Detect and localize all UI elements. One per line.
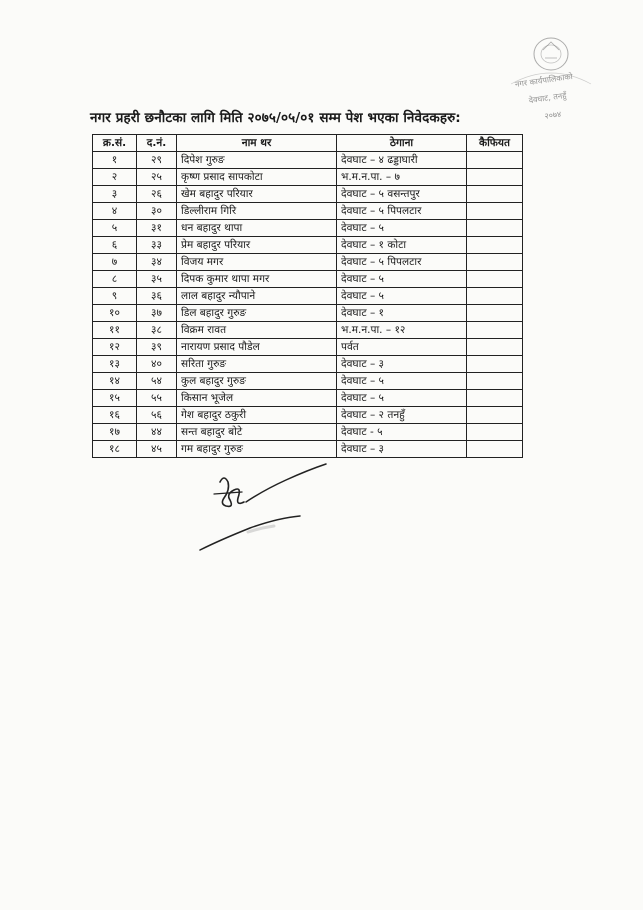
page-title: नगर प्रहरी छनौटका लागि मिति २०७५/०५/०१ सम्म पेश भएका निवेदकहरु:	[90, 110, 461, 126]
table-row	[93, 441, 523, 458]
cell-serial-number: १	[93, 152, 137, 169]
office-stamp	[505, 32, 597, 132]
cell-serial-number: १०	[93, 305, 137, 322]
cell-remarks	[467, 220, 523, 237]
cell-registration-number: ४५	[137, 441, 177, 458]
cell-remarks	[467, 322, 523, 339]
signature	[190, 460, 340, 560]
cell-serial-number: १३	[93, 356, 137, 373]
cell-serial-number: १२	[93, 339, 137, 356]
cell-name: कुल बहादुर गुरुङ	[177, 373, 337, 390]
cell-address: देवघाट – २ तनहुँ	[337, 407, 467, 424]
cell-address: देवघाट – १	[337, 305, 467, 322]
header-remarks: कैफियत	[467, 135, 523, 152]
cell-serial-number: १७	[93, 424, 137, 441]
table-body	[93, 152, 523, 458]
cell-address: देवघाट – ३	[337, 441, 467, 458]
cell-serial-number: ८	[93, 271, 137, 288]
cell-address: देवघाट – ५ पिपलटार	[337, 254, 467, 271]
cell-registration-number: ५६	[137, 407, 177, 424]
cell-address: देवघाट – ४ ढड्डाघारी	[337, 152, 467, 169]
cell-registration-number: २९	[137, 152, 177, 169]
cell-name: गेश बहादुर ठकुरी	[177, 407, 337, 424]
cell-remarks	[467, 339, 523, 356]
cell-serial-number: ३	[93, 186, 137, 203]
table-row	[93, 220, 523, 237]
cell-remarks	[467, 271, 523, 288]
cell-name: नारायण प्रसाद पौडेल	[177, 339, 337, 356]
table-row	[93, 271, 523, 288]
cell-registration-number: ३८	[137, 322, 177, 339]
cell-remarks	[467, 152, 523, 169]
cell-remarks	[467, 288, 523, 305]
table-row	[93, 339, 523, 356]
signature-graphic	[190, 460, 340, 560]
header-serial-number: क्र.सं.	[93, 135, 137, 152]
header-name: नाम थर	[177, 135, 337, 152]
cell-address: देवघाट – ५	[337, 288, 467, 305]
table-row	[93, 424, 523, 441]
cell-name: दिपेश गुरुङ	[177, 152, 337, 169]
cell-remarks	[467, 237, 523, 254]
stamp-seal-graphic	[505, 32, 597, 132]
cell-serial-number: ५	[93, 220, 137, 237]
cell-registration-number: २६	[137, 186, 177, 203]
cell-serial-number: ६	[93, 237, 137, 254]
cell-address: पर्वत	[337, 339, 467, 356]
table-row	[93, 169, 523, 186]
cell-remarks	[467, 356, 523, 373]
cell-registration-number: ३४	[137, 254, 177, 271]
cell-name: डिल बहादुर गुरुङ	[177, 305, 337, 322]
table-row	[93, 152, 523, 169]
cell-address: देवघाट – ५	[337, 373, 467, 390]
cell-remarks	[467, 424, 523, 441]
cell-name: डिल्लीराम गिरि	[177, 203, 337, 220]
cell-registration-number: २५	[137, 169, 177, 186]
cell-serial-number: ७	[93, 254, 137, 271]
table-row	[93, 305, 523, 322]
table-row	[93, 237, 523, 254]
cell-remarks	[467, 186, 523, 203]
table-row	[93, 390, 523, 407]
cell-serial-number: ९	[93, 288, 137, 305]
cell-address: देवघाट - ५	[337, 424, 467, 441]
table-row	[93, 288, 523, 305]
cell-name: विक्रम रावत	[177, 322, 337, 339]
cell-address: देवघाट – ५ पिपलटार	[337, 203, 467, 220]
cell-address: देवघाट – ३	[337, 356, 467, 373]
cell-registration-number: ३६	[137, 288, 177, 305]
cell-address: भ.म.न.पा. – १२	[337, 322, 467, 339]
cell-registration-number: ५५	[137, 390, 177, 407]
cell-serial-number: १८	[93, 441, 137, 458]
cell-address: देवघाट – ५ वसन्तपुर	[337, 186, 467, 203]
cell-registration-number: ३९	[137, 339, 177, 356]
cell-remarks	[467, 169, 523, 186]
cell-serial-number: १४	[93, 373, 137, 390]
stamp-text-line-3: २०७४	[544, 109, 562, 121]
cell-name: सरिता गुरुङ	[177, 356, 337, 373]
cell-name: गम बहादुर गुरुङ	[177, 441, 337, 458]
cell-serial-number: १६	[93, 407, 137, 424]
cell-address: भ.म.न.पा. – ७	[337, 169, 467, 186]
cell-name: दिपक कुमार थापा मगर	[177, 271, 337, 288]
cell-remarks	[467, 373, 523, 390]
cell-serial-number: १५	[93, 390, 137, 407]
cell-address: देवघाट – १ कोटा	[337, 237, 467, 254]
cell-name: प्रेम बहादुर परियार	[177, 237, 337, 254]
cell-remarks	[467, 390, 523, 407]
cell-name: खेम बहादुर परियार	[177, 186, 337, 203]
cell-name: किसान भूजेल	[177, 390, 337, 407]
table-row	[93, 322, 523, 339]
cell-registration-number: ४४	[137, 424, 177, 441]
table-row	[93, 203, 523, 220]
cell-serial-number: ११	[93, 322, 137, 339]
cell-name: धन बहादुर थापा	[177, 220, 337, 237]
cell-registration-number: ३३	[137, 237, 177, 254]
cell-remarks	[467, 407, 523, 424]
cell-serial-number: ४	[93, 203, 137, 220]
cell-address: देवघाट – ५	[337, 271, 467, 288]
cell-registration-number: ४०	[137, 356, 177, 373]
cell-name: कृष्ण प्रसाद सापकोटा	[177, 169, 337, 186]
table-row	[93, 407, 523, 424]
cell-remarks	[467, 254, 523, 271]
cell-address: देवघाट – ५	[337, 390, 467, 407]
cell-registration-number: ३७	[137, 305, 177, 322]
cell-name: लाल बहादुर न्यौपाने	[177, 288, 337, 305]
cell-address: देवघाट – ५	[337, 220, 467, 237]
cell-registration-number: ५४	[137, 373, 177, 390]
table-header-row	[93, 135, 523, 152]
cell-remarks	[467, 305, 523, 322]
table-row	[93, 356, 523, 373]
cell-remarks	[467, 203, 523, 220]
stamp-text-line-1: नगर कार्यपालिकाको	[514, 71, 574, 89]
cell-registration-number: ३१	[137, 220, 177, 237]
table-row	[93, 254, 523, 271]
cell-serial-number: २	[93, 169, 137, 186]
cell-registration-number: ३०	[137, 203, 177, 220]
stamp-text-line-2: देवघाट, तनहुँ	[528, 90, 567, 106]
cell-name: सन्त बहादुर बोटे	[177, 424, 337, 441]
table-row	[93, 186, 523, 203]
header-registration-number: द.नं.	[137, 135, 177, 152]
applicants-table	[92, 134, 523, 458]
table-row	[93, 373, 523, 390]
cell-remarks	[467, 441, 523, 458]
header-address: ठेगाना	[337, 135, 467, 152]
cell-registration-number: ३५	[137, 271, 177, 288]
cell-name: विजय मगर	[177, 254, 337, 271]
